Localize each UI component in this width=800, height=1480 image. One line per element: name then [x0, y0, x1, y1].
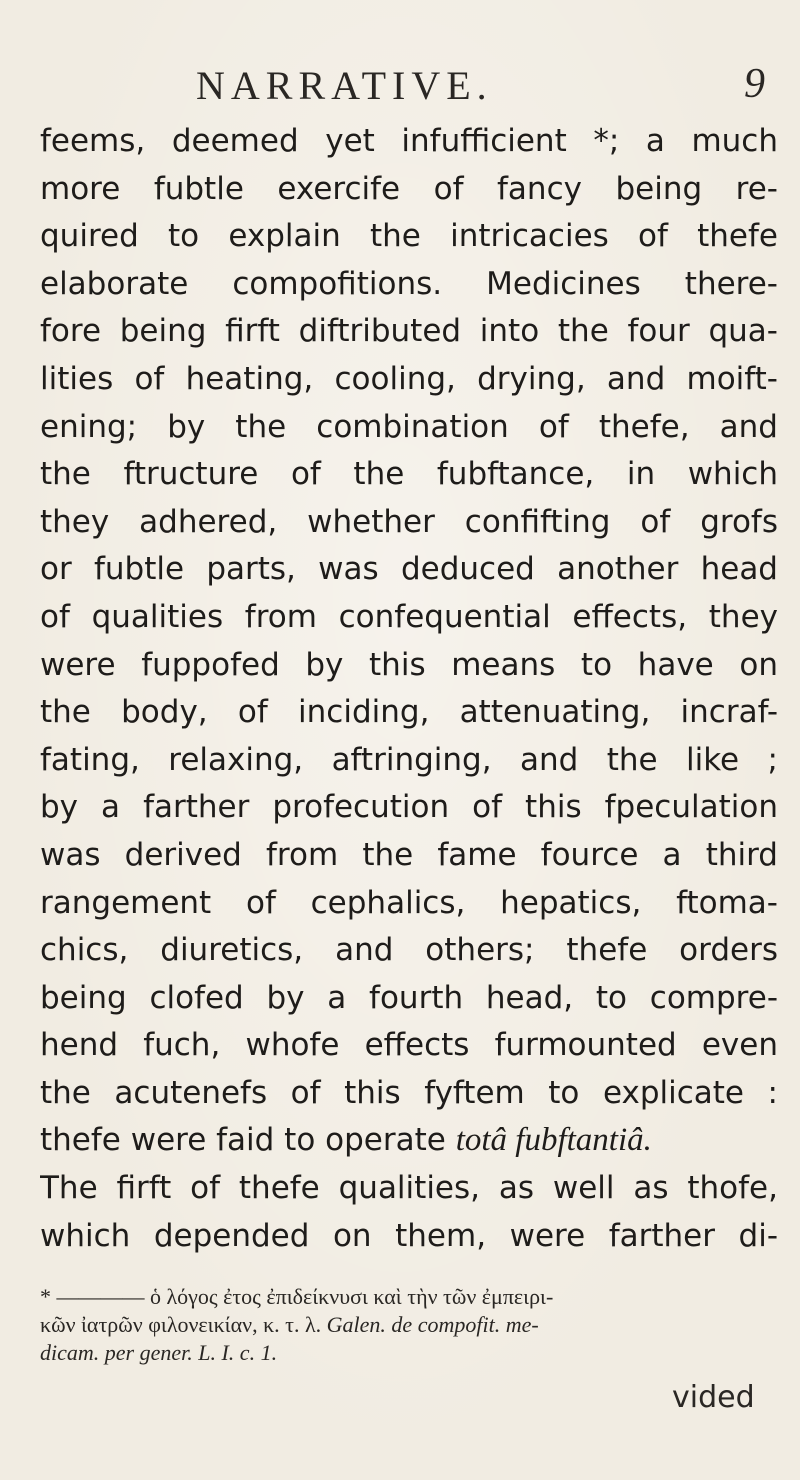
text-line: or fubtle parts, was deduced another head: [40, 551, 778, 588]
footnote-line-citation: [40, 1311, 778, 1339]
text-line-lead: thefe were faid to operate: [40, 1122, 446, 1159]
text-line: lities of heating, cooling, drying, and moift-: [40, 360, 778, 397]
text-line: fore being firft diftributed into the four qua-: [40, 313, 778, 350]
text-line: they adhered, whether confifting of grofs: [40, 503, 778, 540]
text-line: the acutenefs of this fyftem to explicate :: [40, 1074, 778, 1111]
text-line: by a farther profecution of this fpeculation: [40, 789, 778, 826]
catchword: vided: [672, 1380, 755, 1415]
footnote-greek-tail: κῶν ἰατρῶν φιλονεικίαν, κ. τ. λ.: [40, 1312, 322, 1337]
text-line: quired to explain the intricacies of thefe: [40, 218, 778, 255]
footnote-line-source-end: dicam. per gener. L. I. c. 1.: [40, 1340, 278, 1365]
text-line: ening; by the combination of thefe, and: [40, 408, 778, 445]
text-line: which depended on them, were farther di-: [40, 1217, 778, 1254]
text-line-with-italic: [40, 1117, 778, 1165]
text-line: the ftructure of the fubftance, in which: [40, 456, 778, 493]
text-line: rangement of cephalics, hepatics, ftoma-: [40, 884, 778, 921]
body-text: [40, 118, 778, 1260]
text-line: of qualities from confequential effects, they: [40, 598, 778, 635]
footnote: [40, 1283, 778, 1367]
text-line: more fubtle exercife of fancy being re-: [40, 170, 778, 207]
footnote-source: Galen. de compofit. me-: [326, 1312, 539, 1337]
text-line: being clofed by a fourth head, to compre-: [40, 979, 778, 1016]
italic-phrase: totâ fubftantiâ.: [455, 1122, 652, 1159]
text-line: were fuppofed by this means to have on: [40, 646, 778, 683]
text-line: the body, of inciding, attenuating, incraf-: [40, 694, 778, 731]
footnote-line-greek: * ———— ὁ λόγος ἐτος ἐπιδείκνυσι καὶ τὴν τῶν ἐμπειρι-: [40, 1284, 554, 1309]
text-line: fating, relaxing, aftringing, and the like ;: [40, 741, 778, 778]
text-line: hend fuch, whofe effects furmounted even: [40, 1027, 778, 1064]
text-line: elaborate compofitions. Medicines there-: [40, 265, 778, 302]
text-line: feems, deemed yet infufficient *; a much: [40, 123, 778, 159]
page-number: 9: [744, 61, 765, 107]
text-line: chics, diuretics, and others; thefe orders: [40, 932, 778, 969]
text-line: was derived from the fame fource a third: [40, 836, 778, 873]
text-line: The firft of thefe qualities, as well as thofe,: [40, 1170, 778, 1207]
running-head-title: NARRATIVE.: [196, 63, 493, 108]
